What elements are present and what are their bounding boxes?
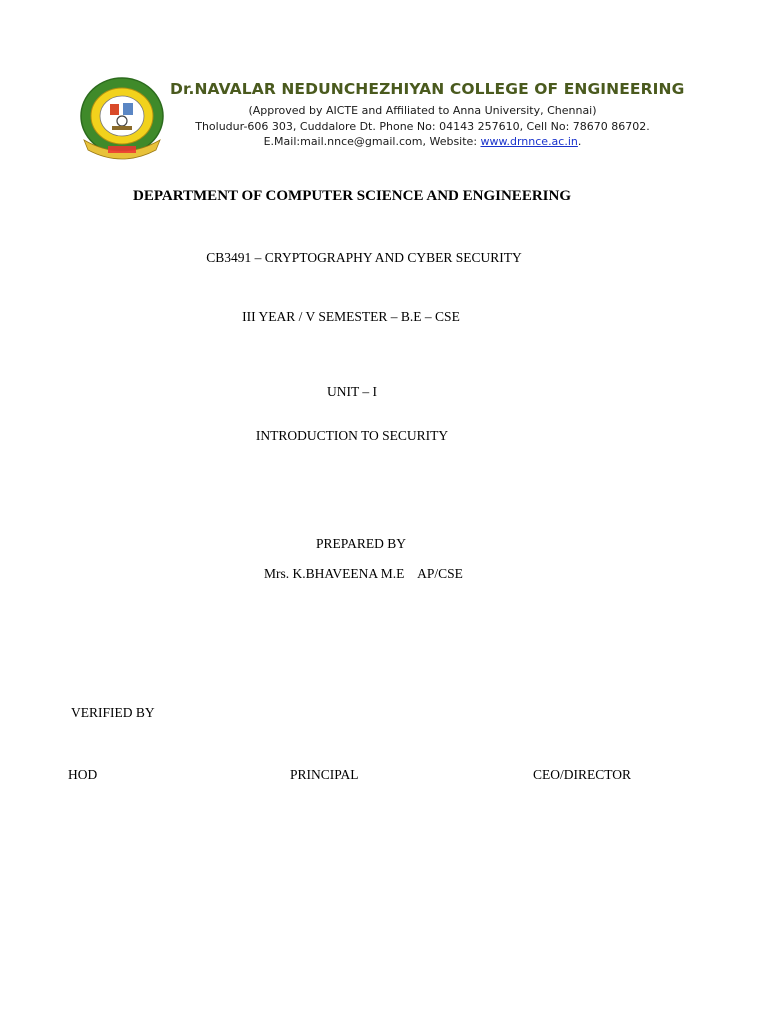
prepared-by-label: PREPARED BY bbox=[316, 536, 406, 551]
contact-line bbox=[180, 135, 665, 148]
website-link[interactable]: www.drnnce.ac.in bbox=[480, 135, 578, 148]
contact-suffix: . bbox=[577, 135, 582, 148]
approval-line: (Approved by AICTE and Affiliated to Anna University, Chennai) bbox=[248, 104, 597, 117]
unit-label: UNIT – I bbox=[327, 384, 377, 399]
faculty-name: Mrs. K.BHAVEENA M.E AP/CSE bbox=[264, 566, 463, 581]
address-line: Tholudur-606 303, Cuddalore Dt. Phone No: 04143 257610, Cell No: 78670 86702. bbox=[195, 120, 650, 133]
unit-title: INTRODUCTION TO SECURITY bbox=[255, 428, 449, 443]
email-text: E.Mail:mail.nnce@gmail.com, Website: bbox=[263, 135, 481, 148]
signatory-hod: HOD bbox=[68, 767, 98, 782]
signatory-ceo-director: CEO/DIRECTOR bbox=[533, 767, 632, 782]
verified-by-label: VERIFIED BY bbox=[71, 705, 155, 720]
year-semester: III YEAR / V SEMESTER – B.E – CSE bbox=[242, 309, 460, 324]
signatory-principal: PRINCIPAL bbox=[290, 767, 359, 782]
course-title: CB3491 – CRYPTOGRAPHY AND CYBER SECURITY bbox=[206, 250, 522, 265]
department-title: DEPARTMENT OF COMPUTER SCIENCE AND ENGINEERING bbox=[133, 188, 571, 204]
college-name: Dr.NAVALAR NEDUNCHEZHIYAN COLLEGE OF ENGINEERING bbox=[170, 80, 685, 98]
college-seal-logo-icon bbox=[78, 76, 166, 160]
